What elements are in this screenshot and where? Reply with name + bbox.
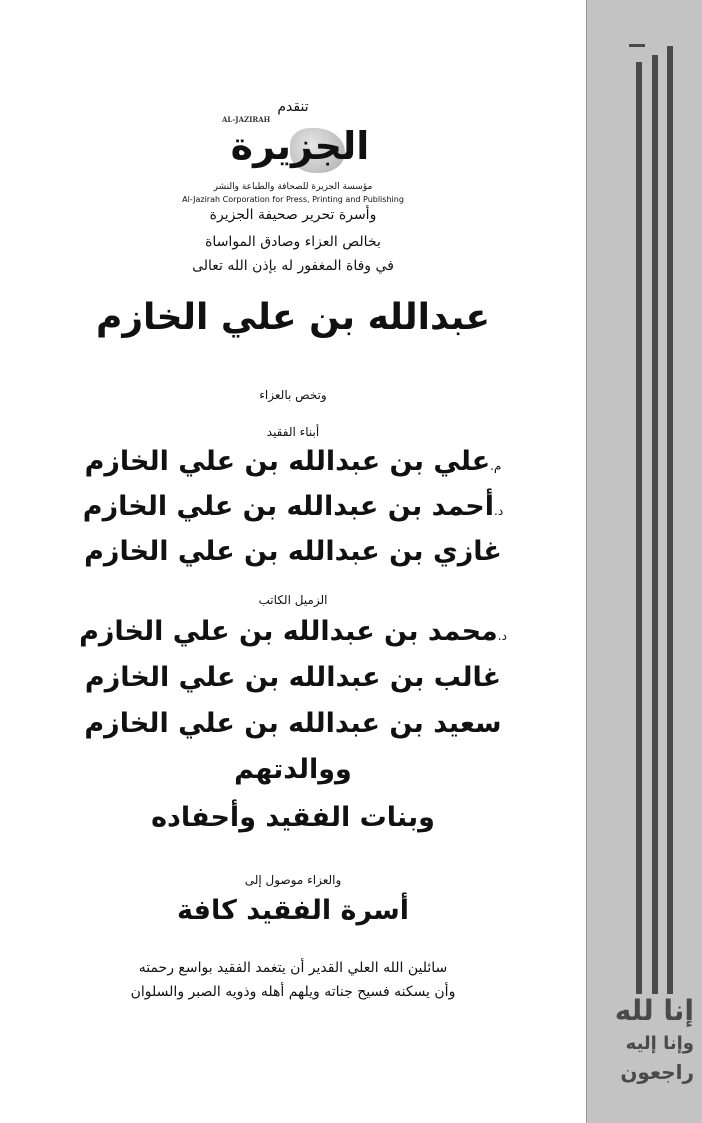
vertical-bar <box>636 62 642 994</box>
logo-latin: AL-JAZIRAH <box>222 115 271 124</box>
logo-arabic: الجزيرة <box>230 124 370 168</box>
corporation-en: Al-Jazirah Corporation for Press, Printing and Publishing <box>182 195 404 204</box>
presents-text: تنقدم <box>277 99 309 115</box>
name-text: محمد بن عبدالله بن علي الخازم <box>79 616 498 647</box>
corporation-ar: مؤسسة الجزيرة للصحافة والطباعة والنشر <box>213 182 373 192</box>
colleague-label: الزميل الكاتب <box>258 593 328 607</box>
sidebar-line-3: راجعون <box>620 1060 694 1084</box>
prayer-line-1: سائلين الله العلي القدير أن يتغمد الفقيد بواسع رحمته <box>138 960 448 976</box>
daughters-text: وبنات الفقيد وأحفاده <box>151 802 435 833</box>
son-name <box>0 538 586 565</box>
sidebar-panel <box>586 0 702 1123</box>
extended-family: أسرة الفقيد كافة <box>176 895 410 926</box>
extended-label: والعزاء موصول إلى <box>244 873 342 887</box>
sidebar-line-2: وإنا إليه <box>625 1033 694 1054</box>
prayer-line-2: وأن يسكنه فسيح جناته ويلهم أهله وذويه الصبر والسلوان <box>130 984 456 1000</box>
son-name <box>0 618 586 645</box>
special-condolence: وتخص بالعزاء <box>259 388 327 402</box>
mother-text: ووالدتهم <box>234 754 352 785</box>
son-name <box>0 664 586 691</box>
header-line-2: بخالص العزاء وصادق المواساة <box>205 234 381 250</box>
sidebar-line-1: إنا لله <box>614 994 694 1027</box>
header-line-1: وأسرة تحرير صحيفة الجزيرة <box>209 207 377 223</box>
name-prefix: د. <box>497 629 507 643</box>
sons-label: أبناء الفقيد <box>266 425 320 439</box>
name-text: سعيد بن عبدالله بن علي الخازم <box>84 708 502 739</box>
header-line-3: في وفاة المغفور له بإذن الله تعالى <box>192 258 394 274</box>
son-name <box>0 493 586 520</box>
name-text: أحمد بن عبدالله بن علي الخازم <box>82 491 495 522</box>
son-name <box>0 710 586 737</box>
name-text: غالب بن عبدالله بن علي الخازم <box>84 662 502 693</box>
name-prefix: د. <box>494 504 504 518</box>
vertical-bar <box>667 46 673 994</box>
name-text: غازي بن عبدالله بن علي الخازم <box>84 536 502 567</box>
son-name <box>0 448 586 475</box>
name-prefix: م. <box>490 459 502 473</box>
name-text: علي بن عبدالله بن علي الخازم <box>84 446 491 477</box>
deceased-name: عبدالله بن علي الخازم <box>95 297 491 338</box>
vertical-bar <box>652 55 658 994</box>
shadda-mark <box>629 44 645 53</box>
